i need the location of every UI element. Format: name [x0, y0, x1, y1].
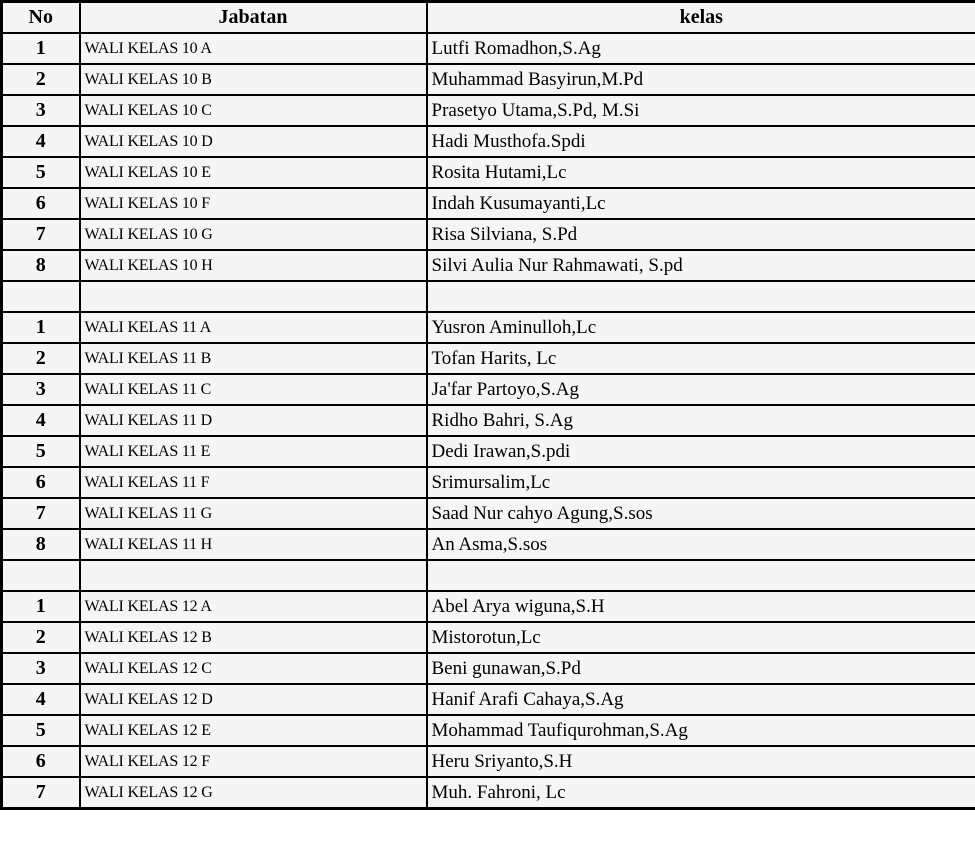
table-row: [2, 653, 975, 684]
table-row: [2, 312, 975, 343]
cell-jabatan: WALI KELAS 11 B: [80, 343, 427, 374]
table-row: [2, 33, 975, 64]
cell-kelas: Hanif Arafi Cahaya,S.Ag: [427, 684, 975, 715]
cell-kelas: Silvi Aulia Nur Rahmawati, S.pd: [427, 250, 975, 281]
cell-no: 8: [2, 250, 80, 281]
cell-no: 6: [2, 467, 80, 498]
cell-kelas: Mohammad Taufiqurohman,S.Ag: [427, 715, 975, 746]
cell-no: 3: [2, 95, 80, 126]
cell-no: 3: [2, 653, 80, 684]
cell-kelas: Prasetyo Utama,S.Pd, M.Si: [427, 95, 975, 126]
cell-no: 6: [2, 746, 80, 777]
cell-jabatan: WALI KELAS 11 A: [80, 312, 427, 343]
cell-kelas: Ridho Bahri, S.Ag: [427, 405, 975, 436]
cell-kelas: [427, 560, 975, 591]
cell-no: 4: [2, 126, 80, 157]
cell-kelas: Muh. Fahroni, Lc: [427, 777, 975, 809]
cell-jabatan: WALI KELAS 10 B: [80, 64, 427, 95]
table-row: [2, 126, 975, 157]
cell-jabatan: WALI KELAS 12 E: [80, 715, 427, 746]
cell-jabatan: WALI KELAS 12 A: [80, 591, 427, 622]
cell-no: 1: [2, 591, 80, 622]
cell-jabatan: WALI KELAS 11 H: [80, 529, 427, 560]
table-row: [2, 622, 975, 653]
cell-no: 4: [2, 405, 80, 436]
table-row: [2, 374, 975, 405]
cell-no: 7: [2, 219, 80, 250]
cell-no: 4: [2, 684, 80, 715]
table-row: [2, 684, 975, 715]
cell-kelas: Saad Nur cahyo Agung,S.sos: [427, 498, 975, 529]
table-row: [2, 591, 975, 622]
cell-kelas: [427, 281, 975, 312]
cell-no: 5: [2, 157, 80, 188]
cell-jabatan: [80, 560, 427, 591]
cell-kelas: Beni gunawan,S.Pd: [427, 653, 975, 684]
column-header-kelas: kelas: [427, 2, 975, 34]
cell-no: 1: [2, 312, 80, 343]
cell-jabatan: WALI KELAS 12 G: [80, 777, 427, 809]
cell-jabatan: WALI KELAS 10 A: [80, 33, 427, 64]
cell-no: 2: [2, 622, 80, 653]
cell-kelas: Yusron Aminulloh,Lc: [427, 312, 975, 343]
table-row: [2, 64, 975, 95]
cell-no: 6: [2, 188, 80, 219]
cell-no: [2, 281, 80, 312]
cell-no: 7: [2, 777, 80, 809]
cell-kelas: Srimursalim,Lc: [427, 467, 975, 498]
cell-kelas: Rosita Hutami,Lc: [427, 157, 975, 188]
cell-jabatan: WALI KELAS 10 H: [80, 250, 427, 281]
cell-jabatan: WALI KELAS 12 B: [80, 622, 427, 653]
cell-no: 3: [2, 374, 80, 405]
cell-kelas: Ja'far Partoyo,S.Ag: [427, 374, 975, 405]
cell-jabatan: WALI KELAS 11 C: [80, 374, 427, 405]
cell-no: 1: [2, 33, 80, 64]
cell-jabatan: WALI KELAS 10 E: [80, 157, 427, 188]
separator-row: [2, 281, 975, 312]
cell-kelas: Hadi Musthofa.Spdi: [427, 126, 975, 157]
table-row: [2, 95, 975, 126]
table-body: [2, 33, 975, 809]
cell-no: 5: [2, 436, 80, 467]
table-row: [2, 188, 975, 219]
cell-no: 7: [2, 498, 80, 529]
table-row: [2, 498, 975, 529]
table-row: [2, 436, 975, 467]
cell-jabatan: WALI KELAS 11 E: [80, 436, 427, 467]
column-header-jabatan: Jabatan: [80, 2, 427, 34]
cell-jabatan: WALI KELAS 11 F: [80, 467, 427, 498]
cell-no: 5: [2, 715, 80, 746]
cell-kelas: Muhammad Basyirun,M.Pd: [427, 64, 975, 95]
cell-jabatan: WALI KELAS 10 D: [80, 126, 427, 157]
cell-jabatan: WALI KELAS 10 F: [80, 188, 427, 219]
table-row: [2, 715, 975, 746]
cell-kelas: Lutfi Romadhon,S.Ag: [427, 33, 975, 64]
table-row: [2, 405, 975, 436]
table-row: [2, 529, 975, 560]
cell-jabatan: WALI KELAS 12 C: [80, 653, 427, 684]
cell-jabatan: [80, 281, 427, 312]
cell-kelas: Abel Arya wiguna,S.H: [427, 591, 975, 622]
cell-kelas: Risa Silviana, S.Pd: [427, 219, 975, 250]
cell-no: [2, 560, 80, 591]
column-header-no: No: [2, 2, 80, 34]
cell-kelas: Tofan Harits, Lc: [427, 343, 975, 374]
separator-row: [2, 560, 975, 591]
cell-kelas: An Asma,S.sos: [427, 529, 975, 560]
table-row: [2, 467, 975, 498]
table-row: [2, 219, 975, 250]
cell-kelas: Heru Sriyanto,S.H: [427, 746, 975, 777]
header-row: [2, 2, 975, 34]
cell-kelas: Dedi Irawan,S.pdi: [427, 436, 975, 467]
cell-jabatan: WALI KELAS 12 D: [80, 684, 427, 715]
table-row: [2, 157, 975, 188]
cell-jabatan: WALI KELAS 10 G: [80, 219, 427, 250]
cell-kelas: Mistorotun,Lc: [427, 622, 975, 653]
table-row: [2, 250, 975, 281]
table-row: [2, 343, 975, 374]
cell-kelas: Indah Kusumayanti,Lc: [427, 188, 975, 219]
cell-jabatan: WALI KELAS 10 C: [80, 95, 427, 126]
table-row: [2, 746, 975, 777]
cell-jabatan: WALI KELAS 11 G: [80, 498, 427, 529]
table-row: [2, 777, 975, 809]
cell-jabatan: WALI KELAS 12 F: [80, 746, 427, 777]
cell-no: 2: [2, 343, 80, 374]
cell-no: 2: [2, 64, 80, 95]
cell-no: 8: [2, 529, 80, 560]
cell-jabatan: WALI KELAS 11 D: [80, 405, 427, 436]
